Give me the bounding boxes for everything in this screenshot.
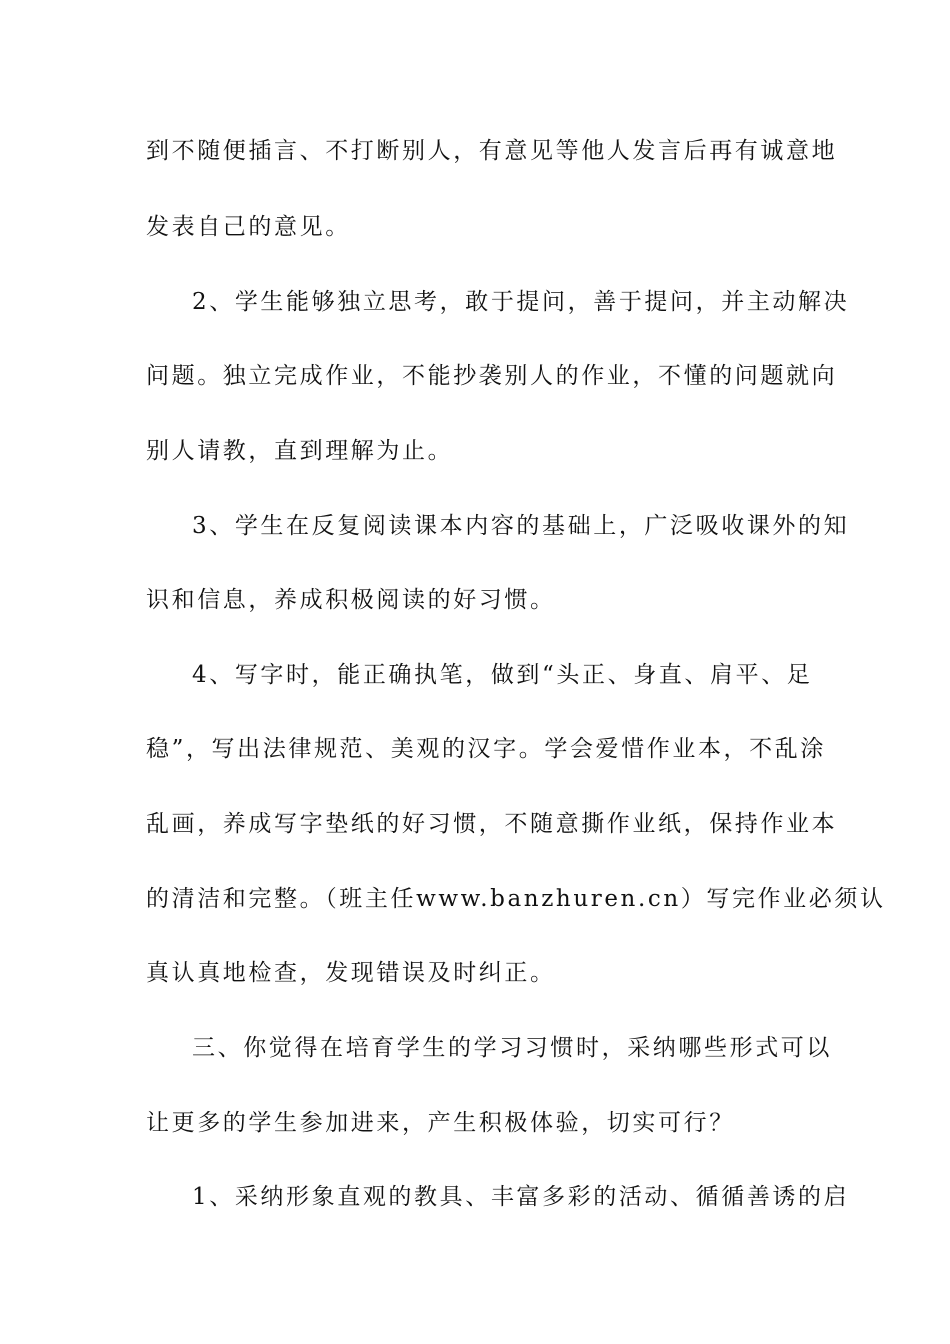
paragraph-4-start: 4、写字时，能正确执笔，做到“头正、身直、肩平、足 bbox=[192, 662, 813, 688]
paragraph-2-start: 2、学生能够独立思考，敢于提问，善于提问，并主动解决 bbox=[192, 289, 850, 315]
text-line: 问题。独立完成作业，不能抄袭别人的作业，不懂的问题就向 bbox=[146, 363, 838, 389]
text-line: 到不随便插言、不打断别人，有意见等他人发言后再有诚意地 bbox=[146, 138, 838, 164]
section-3-heading: 三、你觉得在培育学生的学习习惯时，采纳哪些形式可以 bbox=[192, 1035, 832, 1061]
text-line: 识和信息，养成积极阅读的好习惯。 bbox=[146, 587, 556, 613]
text-line: 发表自己的意见。 bbox=[146, 214, 351, 240]
text-line: 别人请教，直到理解为止。 bbox=[146, 438, 454, 464]
text-line: 真认真地检查，发现错误及时纠正。 bbox=[146, 960, 556, 986]
text-line: 乱画，养成写字垫纸的好习惯，不随意撕作业纸，保持作业本 bbox=[146, 811, 838, 837]
text-line: 让更多的学生参加进来，产生积极体验，切实可行？ bbox=[146, 1110, 735, 1136]
paragraph-1-start: 1、采纳形象直观的教具、丰富多彩的活动、循循善诱的启 bbox=[192, 1184, 850, 1210]
paragraph-3-start: 3、学生在反复阅读课本内容的基础上，广泛吸收课外的知 bbox=[192, 513, 850, 539]
text-line: 的清洁和完整。（班主任www.banzhuren.cn）写完作业必须认 bbox=[146, 886, 886, 912]
text-line: 稳”，写出法律规范、美观的汉字。学会爱惜作业本，不乱涂 bbox=[146, 736, 826, 762]
